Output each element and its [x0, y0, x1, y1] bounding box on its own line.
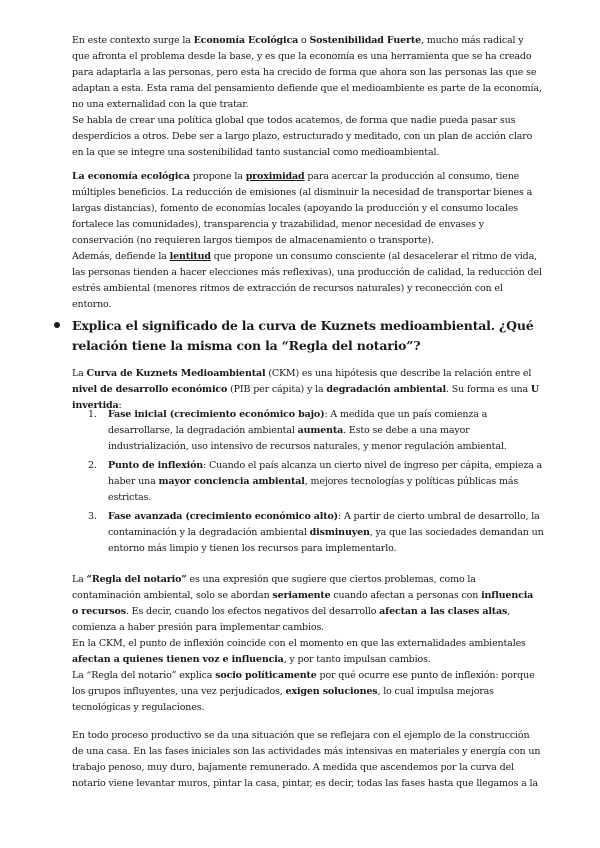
bold-term: Sostenibilidad Fuerte	[309, 35, 421, 46]
bold-term: Punto de inflexión	[108, 460, 204, 471]
text-run: , y por tanto impulsan cambios.	[283, 654, 431, 665]
bold-term: mayor conciencia ambiental	[158, 476, 305, 487]
text-run: :	[118, 400, 122, 411]
text-run: , mejores tecnologías y políticas públicas más estrictas.	[108, 476, 519, 503]
text-run: , ya que las sociedades demandan un entorno más limpio y tienen los recursos para implementarlo.	[108, 527, 544, 554]
bold-term: Curva de Kuznets Medioambiental	[86, 368, 266, 379]
regla-notario-section	[72, 572, 542, 636]
text-run: . Su forma es una	[446, 384, 531, 395]
bold-term: aumenta	[297, 425, 344, 436]
text-run: , lo cual impulsa mejoras tecnológicas y regulaciones.	[72, 686, 494, 713]
bold-term: socio políticamente	[215, 670, 317, 681]
intro-paragraph-1	[72, 33, 542, 113]
bullet-point-icon	[54, 322, 60, 328]
bold-term: U invertida	[72, 384, 540, 411]
bold-term: Fase inicial	[108, 409, 167, 420]
house-example-section	[72, 728, 542, 792]
eco-paragraph-2	[72, 249, 542, 313]
underlined-term: lentitud	[169, 251, 211, 262]
text-run: , comienza a haber presión para implementar cambios.	[72, 606, 511, 633]
text-run: es una expresión que sugiere que ciertos problemas, como la contaminación ambiental, solo se abordan	[72, 574, 476, 601]
bold-term: La economía ecológica	[72, 171, 190, 182]
intro-section	[72, 33, 542, 161]
list-item	[88, 458, 544, 506]
text-run: que propone un consumo consciente (al desacelerar el ritmo de vida, las personas tienden a hacer elecciones más reflexivas), una producción de calidad, la reducción del estrés ambiental (menores ritmos de extracción de recursos naturales) y reconección con el entorno.	[72, 251, 542, 310]
text-run: por qué ocurre ese punto de inflexión: porque los grupos influyentes, una vez perjudicados,	[72, 670, 535, 697]
bold-term: Economía Ecológica	[193, 35, 299, 46]
text-run: . Esto se debe a una mayor industrialización, uso intensivo de recursos naturales, y menor regulación ambiental.	[108, 425, 507, 452]
eco-section	[72, 169, 542, 313]
bold-term: degradación ambiental	[326, 384, 446, 395]
phase-item-3	[88, 509, 544, 557]
text-run: (PIB per cápita) y la	[227, 384, 327, 395]
bold-term: afectan a las clases altas	[379, 606, 508, 617]
relation-section	[72, 636, 542, 716]
relation-paragraph-2	[72, 668, 542, 716]
text-run: propone la	[189, 171, 246, 182]
bold-term: “Regla del notario”	[86, 574, 187, 585]
text-run: La	[72, 574, 87, 585]
text-run: : A medida que un país comienza a desarrollarse, la degradación ambiental	[108, 409, 488, 436]
text-run: para acercar la producción al consumo, tiene múltiples beneficios. La reducción de emisiones (al disminuir la necesidad de transportar bienes a largas distancias), fomento de economías locales (apoyando la producción y el consumo locales fortalece las comunidades), transparencia y trazabilidad, menor necesidad de envases y conservación (no requieren largos tiempos de almacenamiento o transporte).	[72, 171, 533, 246]
bold-term: nivel de desarrollo económico	[72, 384, 228, 395]
underlined-term: proximidad	[245, 171, 305, 182]
regla-paragraph	[72, 572, 542, 636]
bold-term: influencia o recursos	[72, 590, 534, 617]
text-run: Además, defiende la	[72, 251, 170, 262]
bold-term: disminuyen	[309, 527, 370, 538]
text-run: cuando afectan a personas con	[330, 590, 482, 601]
text-run: : Cuando el país alcanza un cierto nivel de ingreso per cápita, empieza a haber una	[108, 460, 543, 487]
bold-term: Fase avanzada	[108, 511, 183, 522]
text-run: o	[298, 35, 310, 46]
text-run: . Es decir, cuando los efectos negativos del desarrollo	[125, 606, 380, 617]
relation-paragraph-1	[72, 636, 542, 668]
bold-term: seriamente	[272, 590, 331, 601]
list-item	[88, 407, 544, 455]
text-run: La	[72, 368, 87, 379]
bold-term: exigen soluciones	[285, 686, 378, 697]
intro-paragraph-2: Se habla de crear una política global que todos acatemos, de forma que nadie pueda pasar sus desperdicios a otros. Debe ser a largo plazo, estructurado y meditado, con un plan de acción claro en la que se integre una sostenibilidad tanto sustancial como medioambiental.	[72, 115, 533, 158]
text-run: : A partir de cierto umbral de desarrollo, la contaminación y la degradación ambiental	[108, 511, 540, 538]
phase-item-1	[88, 407, 544, 455]
house-paragraph: En todo proceso productivo se da una situación que se reflejara con el ejemplo de la construcción de una casa. En las fases iniciales son las actividades más intensivas en materiales y energía con un trabajo penoso, muy duro, bajamente remunerado. A medida que ascendemos por la curva del notario viene levantar muros, pintar la casa, pintar, es decir, todas las fases hasta que llegamos a la	[72, 730, 541, 789]
text-run: (CKM) es una hipótesis que describe la relación entre el	[265, 368, 532, 379]
list-number: 3.	[88, 511, 97, 522]
bold-term: afectan a quienes tienen voz e influencia	[72, 654, 284, 665]
text-run: La “Regla del notario” explica	[72, 670, 216, 681]
text-run: , mucho más radical y que afronta el problema desde la base, y es que la economía es una herramienta que se ha creado para adaptarla a las personas, pero esta ha crecido de forma que ahora son las personas las que se adaptan a esta. Esta rama del pensamiento defiende que el medioambiente es parte de la economía, no una externalidad con la que tratar.	[72, 35, 542, 110]
text-run: En este contexto surge la	[72, 35, 194, 46]
question-heading: Explica el significado de la curva de Kuznets medioambiental. ¿Qué relación tiene la misma con la “Regla del notario”?	[72, 318, 534, 353]
phase-item-2	[88, 458, 544, 506]
list-item	[88, 509, 544, 557]
eco-paragraph-1	[72, 169, 542, 249]
bold-term: (crecimiento económico bajo)	[166, 409, 325, 420]
list-number: 1.	[88, 409, 97, 420]
list-number: 2.	[88, 460, 97, 471]
text-run: En la CKM, el punto de inflexión coincide con el momento en que las externalidades ambientales	[72, 638, 526, 649]
bold-term: (crecimiento económico alto)	[182, 511, 339, 522]
